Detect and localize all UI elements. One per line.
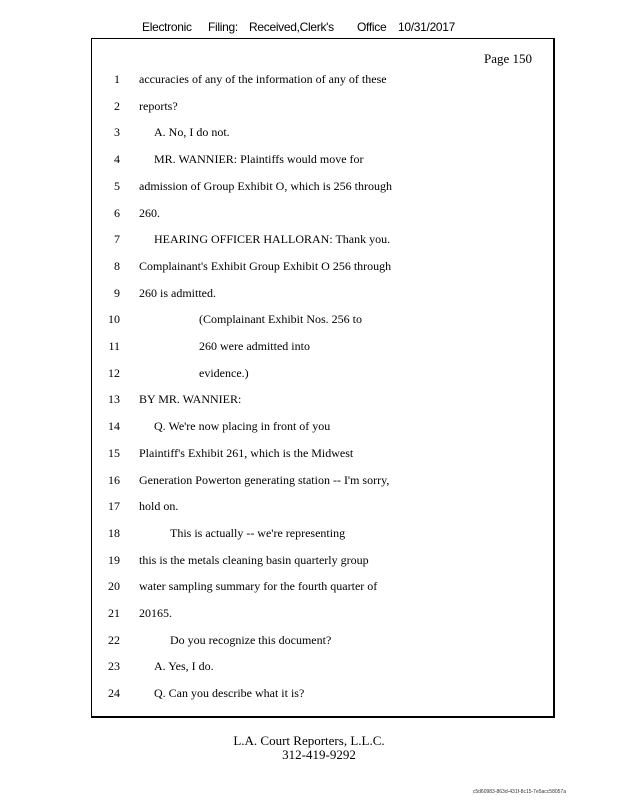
header-word-office: Office [357,20,387,34]
header-word-filing: Filing: [208,20,238,34]
line-text: this is the metals cleaning basin quarterly group [139,552,369,567]
line-text: Q. Can you describe what it is? [154,686,305,701]
transcript-line [92,494,553,520]
transcript-line [92,654,553,680]
line-text: Plaintiff's Exhibit 261, which is the Midwest [139,445,354,460]
line-text: 260 is admitted. [139,285,216,300]
transcript-line [92,548,553,574]
transcript-page [91,38,555,718]
transcript-line [92,120,553,146]
line-number: 16 [108,472,120,487]
line-number: 17 [108,499,120,514]
line-number: 22 [108,632,120,647]
line-number: 10 [108,312,120,327]
line-number: 7 [114,232,120,247]
line-text: A. Yes, I do. [154,659,214,674]
line-text: evidence.) [199,365,249,380]
line-text: This is actually -- we're representing [170,525,346,540]
document-hash: c5d60983-863d-431f-8c15-7e5acc58057a [472,789,566,795]
transcript-line [92,601,553,627]
transcript-line [92,281,553,307]
line-number: 20 [108,579,120,594]
header-word-electronic: Electronic [142,20,192,34]
line-text: HEARING OFFICER HALLORAN: Thank you. [154,232,391,247]
line-number: 12 [108,365,120,380]
header-date: 10/31/2017 [398,20,456,34]
line-number: 24 [108,686,120,701]
transcript-line [92,387,553,413]
transcript-line [92,227,553,253]
line-number: 9 [114,285,120,300]
footer-phone: 312-419-9292 [282,747,356,762]
line-number: 15 [108,445,120,460]
line-number: 2 [114,98,120,113]
line-text: water sampling summary for the fourth quarter of [139,579,378,594]
transcript-line [92,468,553,494]
transcript-line [92,254,553,280]
footer-company: L.A. Court Reporters, L.L.C. [233,733,385,748]
line-number: 6 [114,205,120,220]
line-text: reports? [139,98,178,113]
line-text: hold on. [139,499,179,514]
transcript-line [92,147,553,173]
line-number: 1 [114,72,120,86]
header-word-received: Received,Clerk's [249,20,334,34]
line-text: (Complainant Exhibit Nos. 256 to [199,312,362,327]
transcript-line [92,94,553,120]
line-text: BY MR. WANNIER: [139,392,242,407]
line-number: 14 [108,419,120,434]
line-number: 19 [108,552,120,567]
line-text: accuracies of any of the information of any of these [139,72,387,86]
line-number: 8 [114,258,120,273]
line-number: 23 [108,659,120,674]
line-text: A. No, I do not. [154,125,230,140]
line-text: Q. We're now placing in front of you [154,419,331,434]
line-text: admission of Group Exhibit O, which is 256 through [139,178,392,193]
filing-stamp-header [0,20,618,38]
transcript-line [92,414,553,440]
line-number: 4 [114,152,120,167]
transcript-line [92,307,553,333]
transcript-line [92,574,553,600]
transcript-line [92,441,553,467]
line-number: 3 [114,125,120,140]
line-number: 18 [108,525,120,540]
transcript-line [92,681,553,707]
transcript-line [92,334,553,360]
line-text: MR. WANNIER: Plaintiffs would move for [154,152,364,167]
page-number: Page 150 [483,51,532,66]
transcript-line [92,201,553,227]
line-text: 260 were admitted into [199,339,310,353]
line-text: 260. [139,205,160,220]
transcript-line [92,628,553,654]
line-number: 13 [108,392,120,407]
line-number: 5 [114,178,120,193]
transcript-line [92,361,553,387]
line-text: 20165. [139,606,172,620]
transcript-line [92,174,553,200]
line-number: 21 [108,606,120,620]
line-number: 11 [108,339,120,353]
line-text: Generation Powerton generating station -- I'm sorry, [139,472,390,487]
transcript-line [92,67,553,93]
line-text: Do you recognize this document? [170,632,332,647]
transcript-line [92,521,553,547]
line-text: Complainant's Exhibit Group Exhibit O 256 through [139,258,392,273]
